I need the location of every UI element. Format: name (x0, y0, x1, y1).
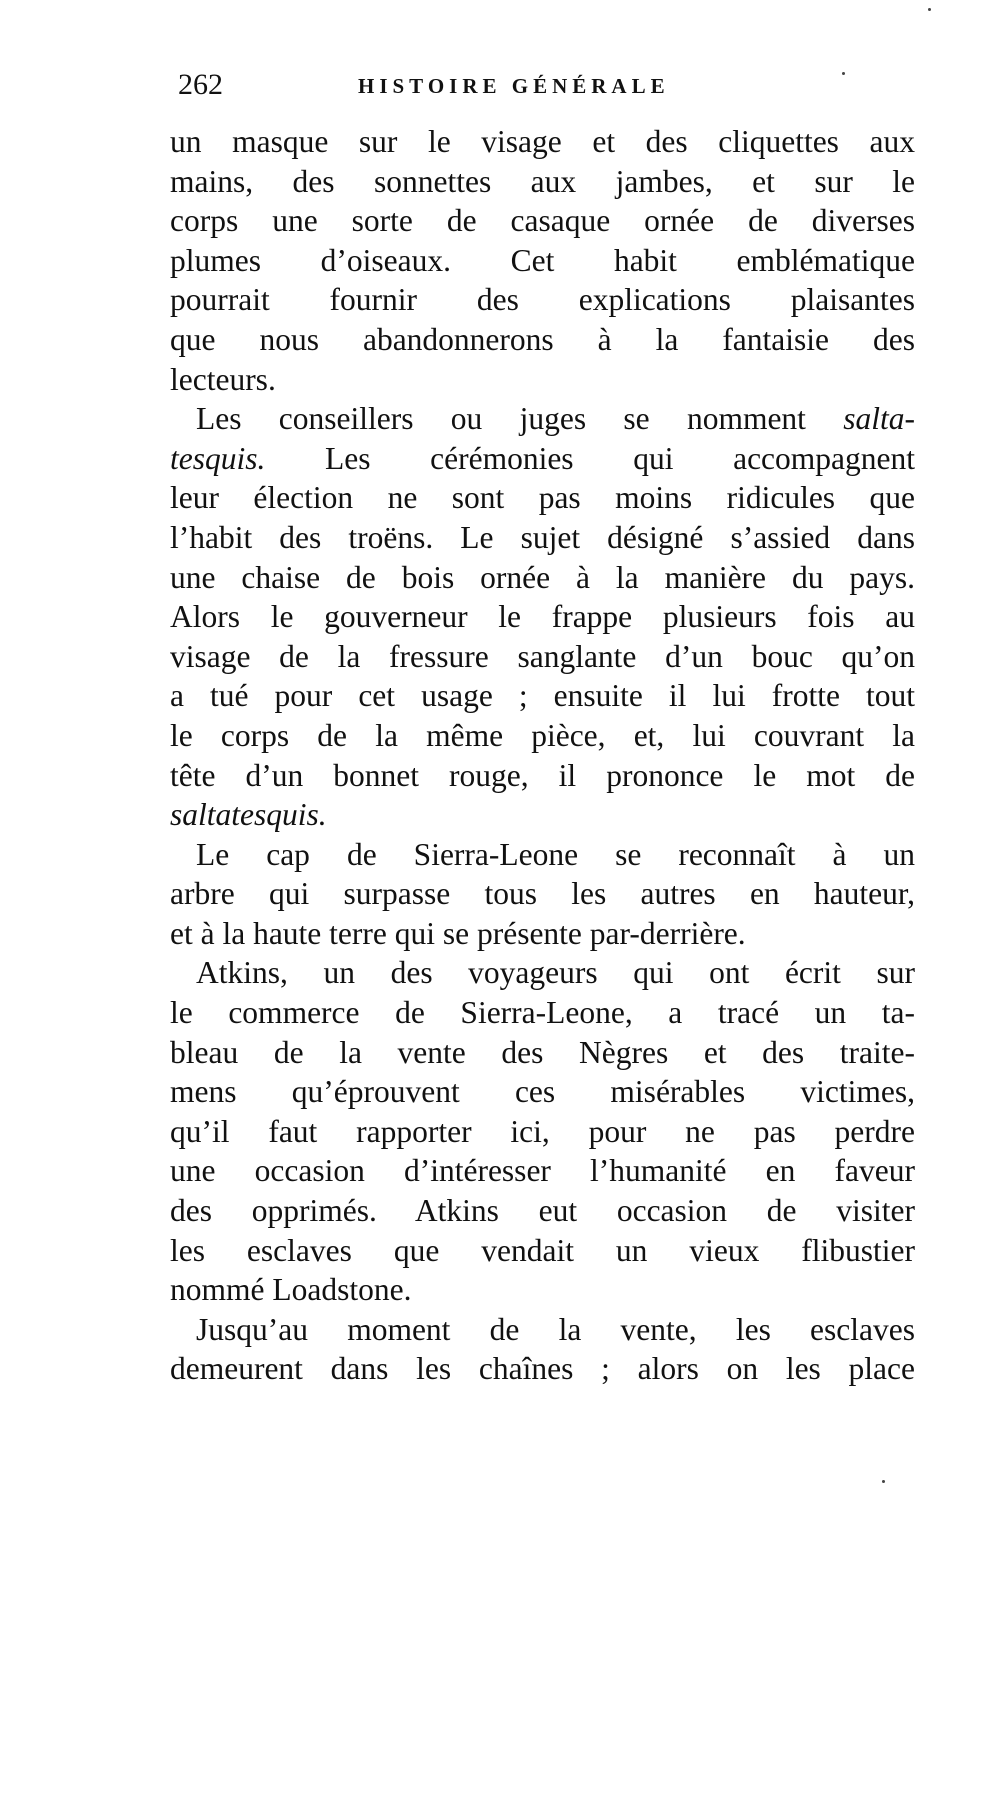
text-segment: tête d’un bonnet rouge, il prononce le mot de (170, 757, 915, 793)
text-segment: bleau de la vente des Nègres et des traite- (170, 1034, 915, 1070)
text-segment: et à la haute terre qui se présente par-derrière. (170, 915, 746, 951)
text-line (170, 716, 915, 756)
text-line (170, 953, 915, 993)
text-line (170, 993, 915, 1033)
text-segment: Les conseillers ou juges se nomment (196, 401, 844, 437)
text-line (170, 637, 915, 677)
text-line (170, 399, 915, 439)
page-number: 262 (178, 68, 223, 101)
text-line (170, 835, 915, 875)
paragraph (170, 399, 915, 835)
text-segment: visage de la fressure sanglante d’un bouc qu’on (170, 638, 915, 674)
text-segment: les esclaves que vendait un vieux flibustier (170, 1232, 915, 1268)
text-segment: mens qu’éprouvent ces misérables victimes, (170, 1074, 915, 1110)
italic-term: tesquis. (170, 440, 266, 476)
text-line (170, 241, 915, 281)
text-segment: l’habit des troëns. Le sujet désigné s’assied dans (170, 519, 915, 555)
scan-speck (842, 72, 845, 75)
text-line (170, 1231, 915, 1271)
text-segment: une occasion d’intéresser l’humanité en faveur (170, 1153, 915, 1189)
text-segment: plumes d’oiseaux. Cet habit emblématique (170, 242, 915, 278)
text-segment: Le cap de Sierra-Leone se reconnaît à un (196, 836, 915, 872)
text-line (170, 676, 915, 716)
text-line (170, 914, 915, 954)
running-title: HISTOIRE GÉNÉRALE (358, 74, 670, 98)
text-line (170, 1270, 915, 1310)
text-line (170, 1349, 915, 1389)
text-segment: le corps de la même pièce, et, lui couvrant la (170, 717, 915, 753)
text-line (170, 874, 915, 914)
text-line (170, 1033, 915, 1073)
paragraph (170, 953, 915, 1309)
running-header (178, 68, 738, 108)
text-segment: que nous abandonnerons à la fantaisie des (170, 321, 915, 357)
text-line (170, 122, 915, 162)
text-segment: des opprimés. Atkins eut occasion de visiter (170, 1193, 915, 1229)
paragraph (170, 1310, 915, 1389)
italic-term: saltatesquis. (170, 797, 327, 833)
paragraph (170, 835, 915, 954)
text-segment: Atkins, un des voyageurs qui ont écrit sur (196, 955, 915, 991)
text-line (170, 320, 915, 360)
page-body-text (170, 122, 915, 1389)
text-line (170, 360, 915, 400)
text-segment: Alors le gouverneur le frappe plusieurs fois au (170, 599, 915, 635)
text-line (170, 1310, 915, 1350)
text-segment: Jusqu’au moment de la vente, les esclaves (196, 1311, 915, 1347)
text-segment: pourrait fournir des explications plaisantes (170, 282, 915, 318)
italic-term: salta- (843, 401, 915, 437)
text-segment: leur élection ne sont pas moins ridicules que (170, 480, 915, 516)
text-line (170, 1112, 915, 1152)
text-line (170, 518, 915, 558)
scan-speck (928, 8, 931, 11)
text-segment: nommé Loadstone. (170, 1272, 412, 1308)
text-line (170, 795, 915, 835)
paragraph (170, 122, 915, 399)
text-segment: mains, des sonnettes aux jambes, et sur le (170, 163, 915, 199)
text-line (170, 280, 915, 320)
text-line (170, 162, 915, 202)
text-segment: qu’il faut rapporter ici, pour ne pas perdre (170, 1113, 915, 1149)
text-segment: a tué pour cet usage ; ensuite il lui frotte tout (170, 678, 915, 714)
text-segment: Les cérémonies qui accompagnent (265, 440, 915, 476)
text-segment: un masque sur le visage et des cliquettes aux (170, 124, 915, 159)
text-segment: le commerce de Sierra-Leone, a tracé un ta- (170, 995, 915, 1031)
text-segment: lecteurs. (170, 361, 276, 397)
text-segment: une chaise de bois ornée à la manière du pays. (170, 559, 915, 595)
text-line (170, 201, 915, 241)
text-line (170, 1191, 915, 1231)
text-line (170, 597, 915, 637)
text-segment: demeurent dans les chaînes ; alors on les place (170, 1351, 915, 1387)
text-segment: corps une sorte de casaque ornée de diverses (170, 203, 915, 239)
text-line (170, 1151, 915, 1191)
text-line (170, 756, 915, 796)
text-segment: arbre qui surpasse tous les autres en hauteur, (170, 876, 915, 912)
scan-speck (882, 1480, 885, 1483)
text-line (170, 1072, 915, 1112)
text-line (170, 478, 915, 518)
text-line (170, 558, 915, 598)
text-line (170, 439, 915, 479)
